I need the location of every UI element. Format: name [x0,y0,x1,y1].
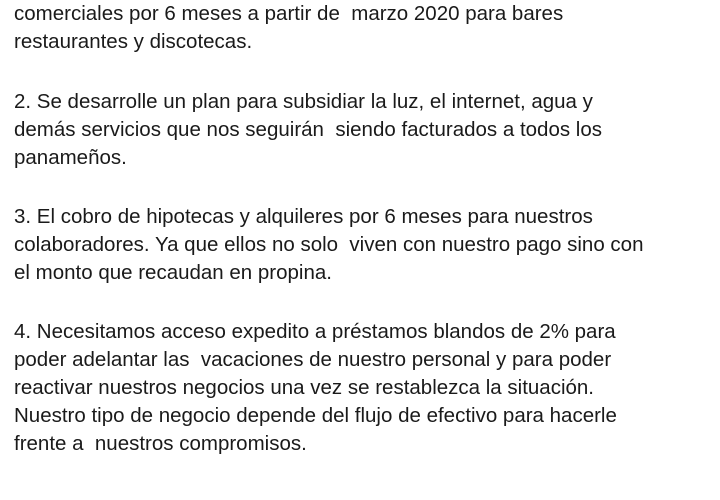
text-line: el monto que recaudan en propina. [14,261,332,284]
text-line: restaurantes y discotecas. [14,30,253,53]
text-line: 2. Se desarrolle un plan para subsidiar la luz, el internet, agua y [14,90,593,113]
text-line: comerciales por 6 meses a partir de marzo 2020 para bares [14,2,564,25]
text-line: poder adelantar las vacaciones de nuestro personal y para poder [14,348,612,371]
text-line: frente a nuestros compromisos. [14,432,307,455]
text-line: Nuestro tipo de negocio depende del flujo de efectivo para hacerle [14,404,617,427]
text-line: colaboradores. Ya que ellos no solo viven con nuestro pago sino con [14,233,644,256]
text-line: 3. El cobro de hipotecas y alquileres por 6 meses para nuestros [14,205,593,228]
text-line: panameños. [14,146,127,169]
text-line: 4. Necesitamos acceso expedito a préstamos blandos de 2% para [14,320,616,343]
text-line: reactivar nuestros negocios una vez se restablezca la situación. [14,376,595,399]
text-line: demás servicios que nos seguirán siendo facturados a todos los [14,118,603,141]
